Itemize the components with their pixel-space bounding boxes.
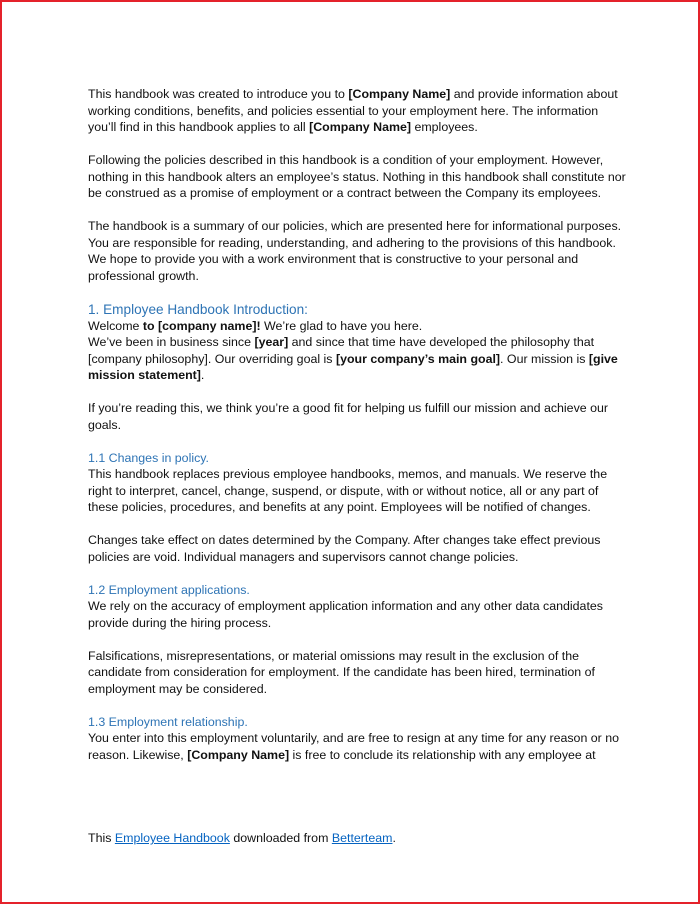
philosophy-text: and since that time have developed the philosophy that [company philosophy]. Our overriding goal is bbox=[88, 335, 595, 366]
intro-paragraph-1 bbox=[88, 86, 628, 136]
goal-placeholder: [your company’s main goal] bbox=[335, 351, 501, 366]
relationship-text: is free to conclude its relationship with any employee at bbox=[289, 747, 596, 762]
section-1-heading: 1. Employee Handbook Introduction: bbox=[88, 301, 308, 317]
changes-paragraph-2: Changes take effect on dates determined by the Company. After changes take effect previous policies are void. Individual managers and supervisors cannot change policies. bbox=[88, 533, 601, 564]
applications-paragraph-2: Falsifications, misrepresentations, or material omissions may result in the exclusion of the candidate from consideration for employment. If the candidate has been hired, termination of employment may be considered. bbox=[88, 648, 595, 696]
section-1-2-heading: 1.2 Employment applications. bbox=[88, 582, 250, 597]
fit-paragraph: If you’re reading this, we think you’re a good fit for helping us fulfill our mission and achieve our goals. bbox=[88, 401, 609, 432]
welcome-text: Welcome bbox=[88, 318, 143, 333]
changes-paragraph-1: This handbook replaces previous employee handbooks, memos, and manuals. We reserve the right to interpret, cancel, change, suspend, or dispute, with or without notice, all or any part of these policies, procedures, and benefits at any point. Employees will be notified of changes. bbox=[88, 467, 608, 514]
company-name-placeholder: [Company Name] bbox=[309, 120, 412, 134]
philosophy-text: . bbox=[200, 368, 205, 382]
intro-paragraph-3: The handbook is a summary of our policies, which are presented here for informational purposes. You are responsible for reading, understanding, and adhering to the provisions of this handbook. We hope to provide you with a work environment that is constructive to your personal and professional growth. bbox=[88, 219, 622, 283]
company-name-placeholder: to [company name]! bbox=[142, 318, 261, 333]
philosophy-text: . Our mission is bbox=[500, 351, 589, 366]
mission-placeholder: [give mission statement] bbox=[88, 351, 618, 382]
section-1-1-heading: 1.1 Changes in policy. bbox=[88, 450, 209, 465]
employee-handbook-link[interactable]: Employee Handbook bbox=[114, 831, 230, 845]
footer-attribution bbox=[88, 830, 628, 847]
welcome-line bbox=[88, 318, 628, 335]
footer-text: . bbox=[392, 831, 396, 845]
year-placeholder: [year] bbox=[254, 335, 289, 349]
relationship-text: You enter into this employment voluntarily, and are free to resign at any time for any reason or no reason. Likewise, bbox=[88, 731, 620, 762]
company-name-placeholder: [Company Name] bbox=[187, 747, 290, 762]
applications-paragraph-1: We rely on the accuracy of employment application information and any other data candidates provide during the hiring process. bbox=[88, 599, 603, 630]
relationship-paragraph bbox=[88, 730, 628, 763]
intro-text: employees. bbox=[411, 120, 478, 134]
philosophy-text: We’ve been in business since bbox=[88, 335, 255, 349]
footer-text: This bbox=[88, 831, 115, 845]
intro-text: This handbook was created to introduce you to bbox=[88, 87, 349, 101]
document-body bbox=[88, 86, 628, 763]
intro-paragraph-2: Following the policies described in this handbook is a condition of your employment. However, nothing in this handbook alters an employee’s status. Nothing in this handbook shall constitute nor be construed as a promise of employment or a contract between the Company its employees. bbox=[88, 153, 626, 200]
philosophy-paragraph bbox=[88, 334, 628, 384]
welcome-text: We’re glad to have you here. bbox=[260, 318, 423, 333]
betterteam-link[interactable]: Betterteam bbox=[331, 831, 393, 845]
intro-text: and provide information about working conditions, benefits, and policies essential to your employment here. The information you’ll find in this handbook applies to all bbox=[88, 87, 618, 134]
section-1-3-heading: 1.3 Employment relationship. bbox=[88, 714, 248, 729]
footer-text: downloaded from bbox=[229, 831, 332, 845]
company-name-placeholder: [Company Name] bbox=[348, 87, 451, 101]
